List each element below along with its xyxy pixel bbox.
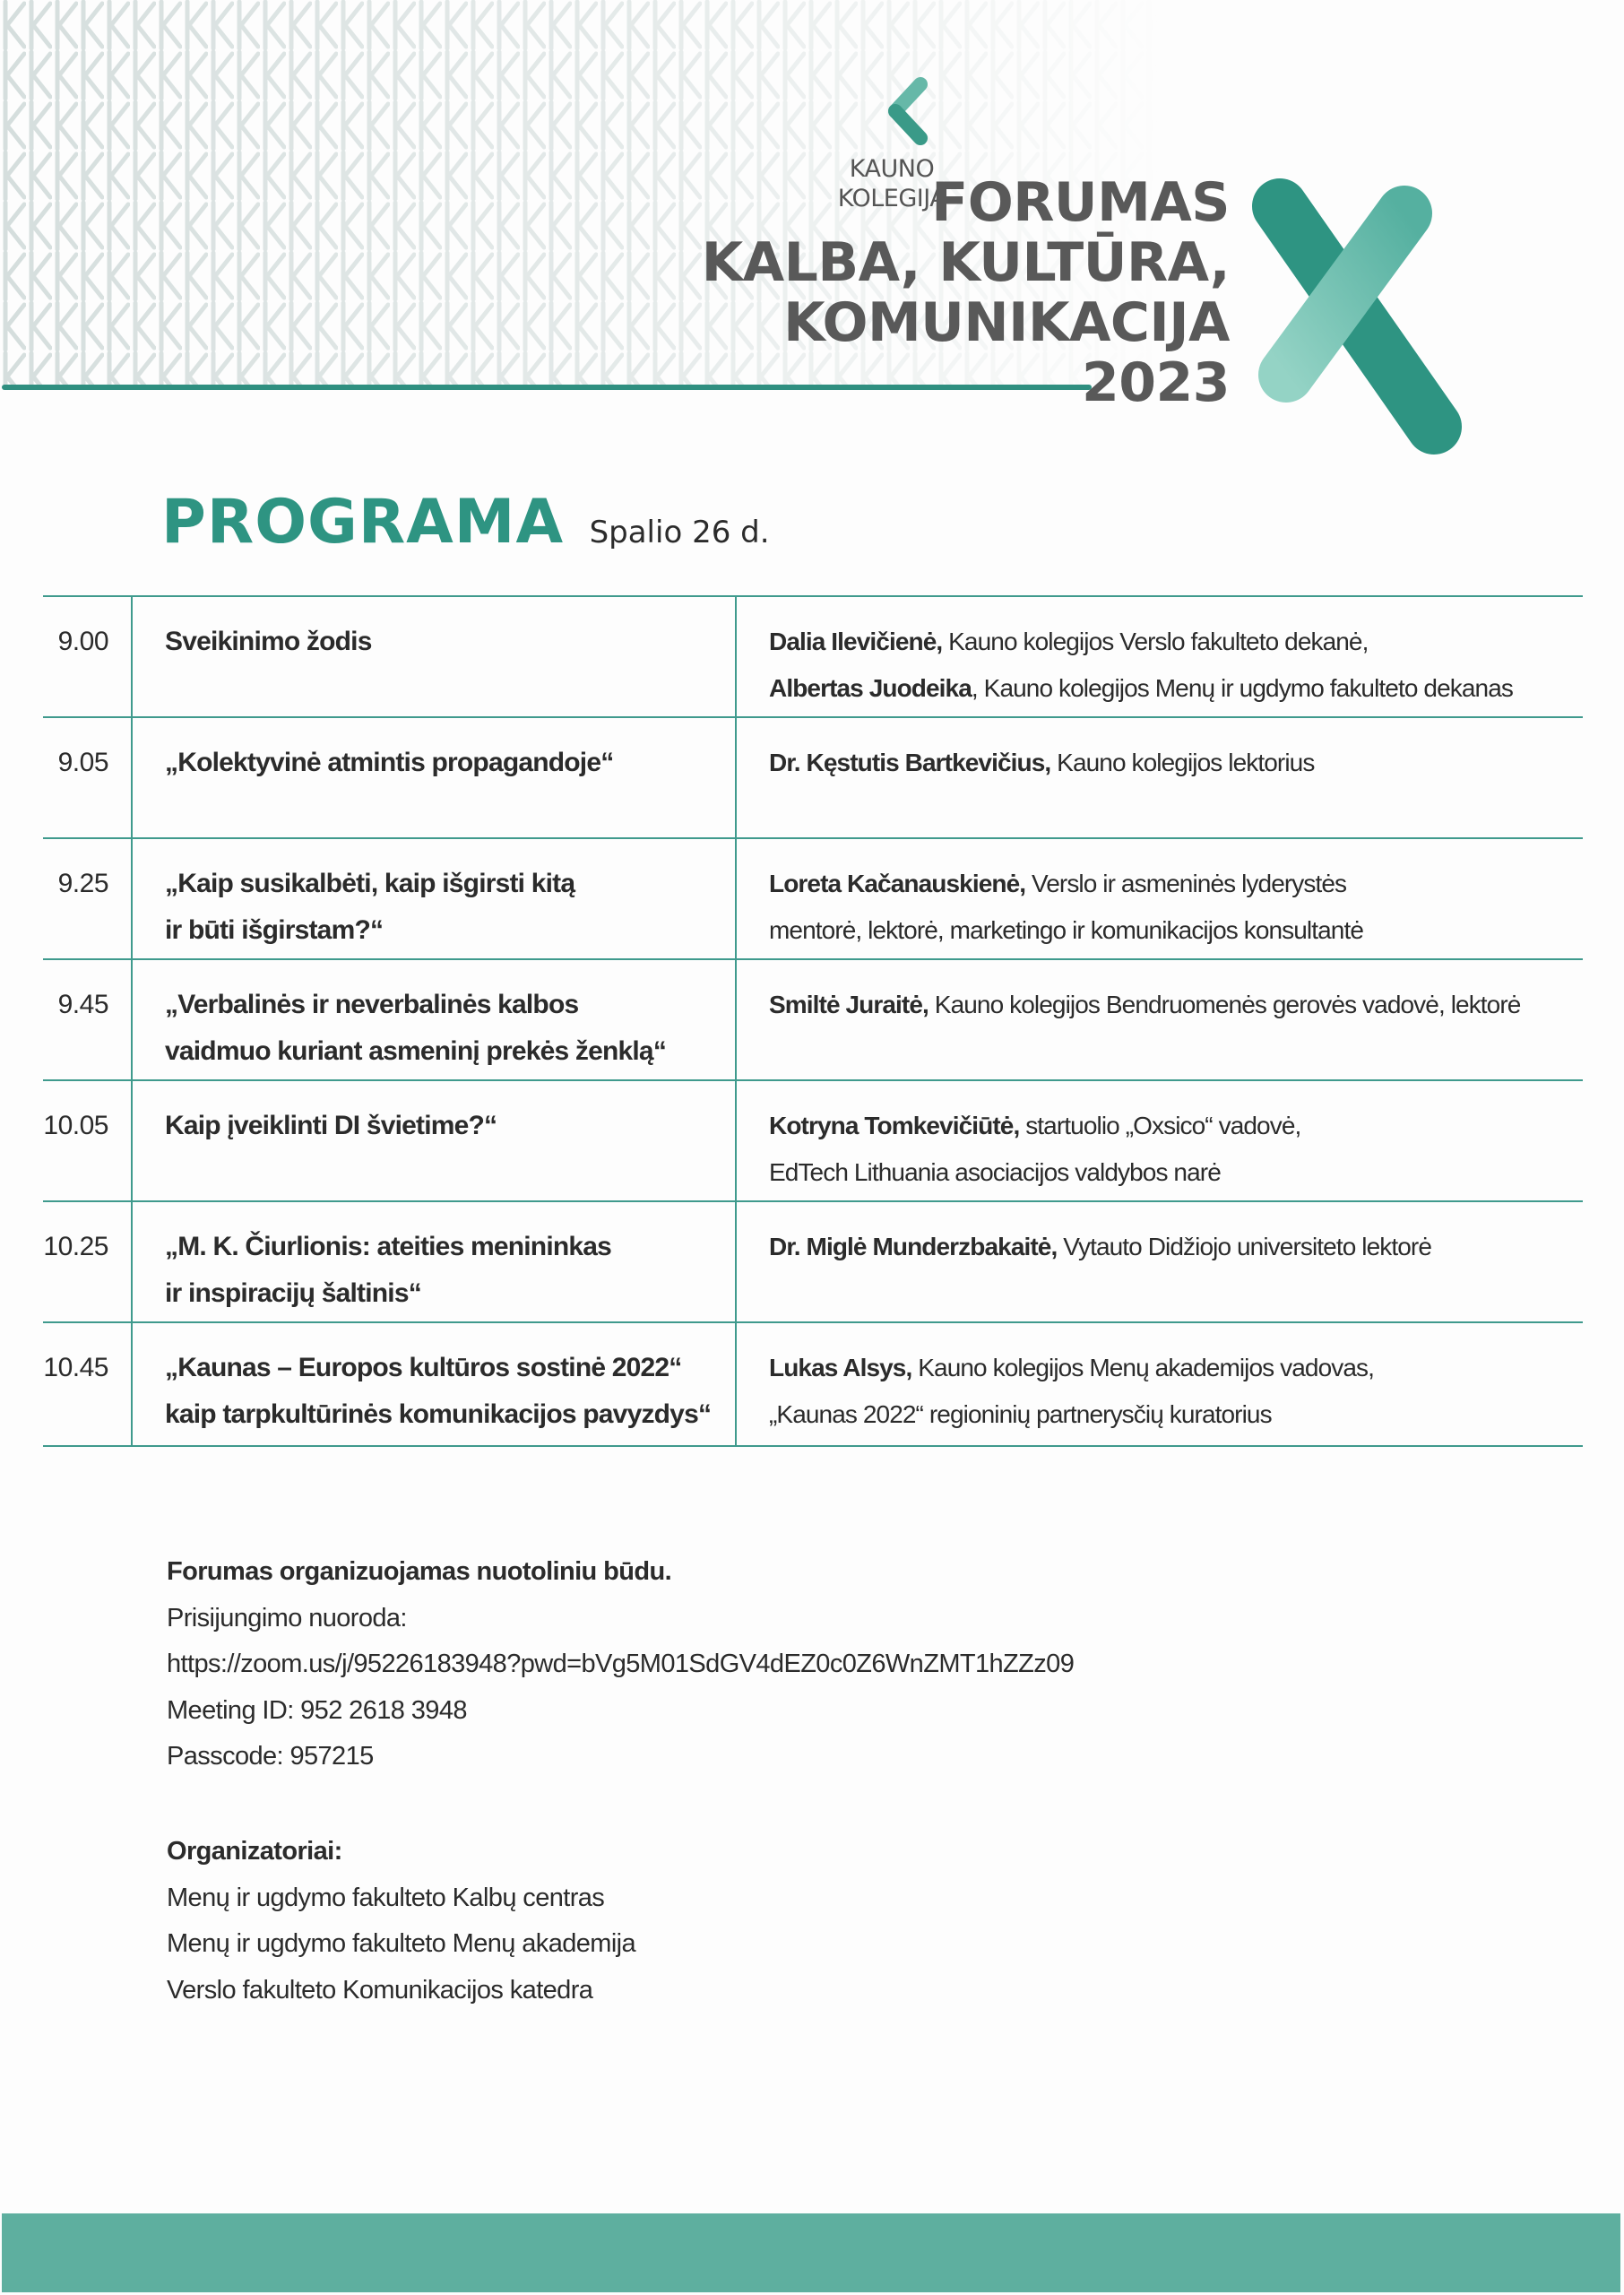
organizer-item: Menų ir ugdymo fakulteto Kalbų centras [167, 1883, 605, 1912]
session-time: 9.25 [43, 838, 132, 959]
speaker-role: „Kaunas 2022“ regioninių partnerysčių kuratorius [769, 1400, 1272, 1428]
meeting-id: Meeting ID: 952 2618 3948 [167, 1695, 467, 1725]
kauno-kolegija-logo-icon [856, 52, 955, 151]
speaker-role: Kauno kolegijos Verslo fakulteto dekanė, [942, 628, 1369, 655]
speaker-name: Smiltė Juraitė, [769, 991, 929, 1018]
topic-line: Sveikinimo žodis [165, 627, 372, 656]
forum-title-line: FORUMAS [931, 171, 1230, 234]
session-topic [132, 596, 736, 717]
session-time: 9.05 [43, 717, 132, 838]
speaker-name: Dalia Ilevičienė, [769, 628, 943, 655]
info-heading: Forumas organizuojamas nuotoliniu būdu. [167, 1557, 672, 1586]
speaker-line [769, 1224, 1583, 1270]
logo-line: KAUNO [849, 155, 935, 183]
speaker-line [769, 1391, 1583, 1438]
speaker-role: EdTech Lithuania asociacijos valdybos narė [769, 1158, 1221, 1186]
forum-year: 2023 [1082, 351, 1230, 414]
schedule-row [43, 838, 1583, 959]
session-time: 9.00 [43, 596, 132, 717]
link-label: Prisijungimo nuoroda: [167, 1603, 407, 1632]
session-topic [132, 959, 736, 1080]
session-time: 10.05 [43, 1080, 132, 1201]
schedule-row [43, 1201, 1583, 1322]
speaker-role: Kauno kolegijos lektorius [1050, 749, 1315, 776]
speaker-name: Dr. Miglė Munderzbakaitė, [769, 1233, 1058, 1260]
logo-line: KOLEGIJA [837, 185, 946, 212]
speaker-line [769, 740, 1583, 786]
session-speakers [736, 959, 1583, 1080]
schedule-table [43, 595, 1583, 1447]
speaker-role: Kauno kolegijos Bendruomenės gerovės vadovė, lektorė [928, 991, 1521, 1018]
topic-line: „Kaunas – Europos kultūros sostinė 2022“ [165, 1353, 682, 1382]
speaker-name: Kotryna Tomkevičiūtė, [769, 1112, 1020, 1139]
speaker-role: , Kauno kolegijos Menų ir ugdymo fakulteto dekanas [971, 674, 1513, 702]
session-topic [132, 1201, 736, 1322]
topic-line: ir inspiracijų šaltinis“ [165, 1278, 421, 1308]
session-speakers [736, 1080, 1583, 1201]
schedule-row [43, 717, 1583, 838]
speaker-name: Loreta Kačanauskienė, [769, 870, 1026, 897]
schedule-row [43, 596, 1583, 717]
forum-title-line: KOMUNIKACIJA [783, 291, 1230, 354]
session-speakers [736, 1322, 1583, 1446]
session-topic [132, 1080, 736, 1201]
speaker-role: Vytauto Didžiojo universiteto lektorė [1057, 1233, 1432, 1260]
topic-line: Kaip įveiklinti DI švietime?“ [165, 1111, 497, 1140]
session-topic [132, 1322, 736, 1446]
session-speakers [736, 717, 1583, 838]
passcode: Passcode: 957215 [167, 1742, 374, 1771]
program-date: Spalio 26 d. [589, 515, 770, 550]
meeting-info [167, 1549, 1074, 1780]
program-title: PROGRAMA [161, 487, 565, 558]
speaker-line [769, 907, 1583, 954]
topic-line: kaip tarpkultūrinės komunikacijos pavyzdys“ [165, 1399, 712, 1429]
speaker-line [769, 1103, 1583, 1149]
topic-line: „M. K. Čiurlionis: ateities menininkas [165, 1232, 612, 1261]
speaker-name: Albertas Juodeika [769, 674, 972, 702]
program-heading [161, 487, 770, 558]
topic-line: ir būti išgirstam?“ [165, 915, 384, 945]
session-time: 10.25 [43, 1201, 132, 1322]
organizer-item: Verslo fakulteto Komunikacijos katedra [167, 1975, 593, 2005]
speaker-role: mentorė, lektorė, marketingo ir komunikacijos konsultantė [769, 916, 1364, 944]
forum-title-line: KALBA, KULTŪRA, [701, 231, 1230, 294]
topic-line: „Kolektyvinė atmintis propagandoje“ [165, 748, 614, 777]
footer-bar [2, 2213, 1620, 2292]
speaker-line [769, 1345, 1583, 1391]
topic-line: „Verbalinės ir neverbalinės kalbos [165, 990, 579, 1019]
speaker-line [769, 619, 1583, 665]
session-speakers [736, 596, 1583, 717]
session-topic [132, 717, 736, 838]
speaker-role: startuolio „Oxsico“ vadovė, [1019, 1112, 1301, 1139]
session-speakers [736, 838, 1583, 959]
speaker-line [769, 861, 1583, 907]
speaker-role: Verslo ir asmeninės lyderystės [1025, 870, 1347, 897]
speaker-role: Kauno kolegijos Menų akademijos vadovas, [911, 1354, 1375, 1381]
organizers-heading: Organizatoriai: [167, 1837, 342, 1866]
organizer-item: Menų ir ugdymo fakulteto Menų akademija [167, 1929, 636, 1958]
schedule-row [43, 1322, 1583, 1446]
session-topic [132, 838, 736, 959]
header [0, 0, 1624, 466]
speaker-line [769, 1149, 1583, 1196]
schedule-row [43, 959, 1583, 1080]
topic-line: vaidmuo kuriant asmeninį prekės ženklą“ [165, 1036, 667, 1066]
speaker-line [769, 982, 1583, 1028]
speaker-name: Dr. Kęstutis Bartkevičius, [769, 749, 1051, 776]
speaker-name: Lukas Alsys, [769, 1354, 912, 1381]
speaker-line [769, 665, 1583, 712]
large-k-emblem-icon [1237, 170, 1506, 466]
session-time: 9.45 [43, 959, 132, 1080]
schedule-row [43, 1080, 1583, 1201]
topic-line: „Kaip susikalbėti, kaip išgirsti kitą [165, 869, 575, 898]
zoom-link[interactable]: https://zoom.us/j/95226183948?pwd=bVg5M01SdGV4dEZ0c0Z6WnZMT1hZZz09 [167, 1650, 1075, 1678]
organizers [167, 1829, 635, 2014]
session-time: 10.45 [43, 1322, 132, 1446]
session-speakers [736, 1201, 1583, 1322]
forum-title [702, 173, 1230, 413]
